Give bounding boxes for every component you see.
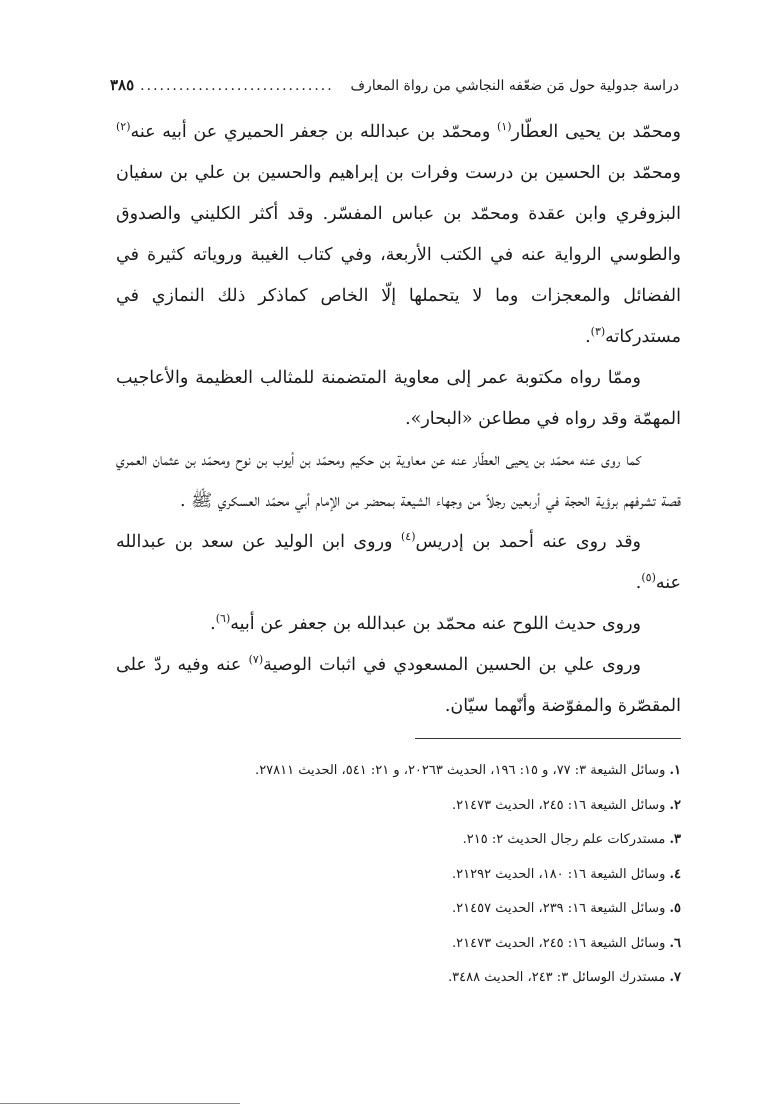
text-run: وروى علي بن الحسين المسعودي في اثبات الوصية: [263, 655, 641, 675]
footnotes: [116, 754, 681, 996]
footnote-number: ٥.: [669, 901, 681, 916]
footnote-text: مستدرك الوسائل ٣: ٢٤٣، الحديث ٣٤٨٨.: [448, 970, 670, 985]
paragraph-2: وممّا رواه مكتوبة عمر إلى معاوية المتضمنة للمثالب العظيمة والأعاجيب المهمّة وقد رواه في مطاعن «البحار».: [116, 368, 681, 429]
footnote-ref-1: (١): [497, 120, 512, 134]
footnote-text: وسائل الشيعة ١٦: ٢٤٥، الحديث ٢١٤٧٣.: [452, 935, 670, 951]
footnote-separator: [415, 738, 681, 739]
footnote-text: وسائل الشيعة ١٦: ١٨٠، الحديث ٢١٢٩٢.: [452, 866, 670, 882]
header-leader-dots: ..............................: [140, 78, 334, 94]
footnote-text: مستدركات علم رجال الحديث ٢: ٢١٥.: [462, 832, 670, 847]
footnote-text: وسائل الشيعة ١٦: ٢٣٩، الحديث ٢١٤٥٧.: [452, 901, 670, 916]
footnote-ref-4: (٤): [400, 530, 416, 544]
text-run: وروى حديث اللوح عنه محمّد بن عبدالله بن جعفر عن أبيه: [230, 614, 641, 634]
paragraph-5: [116, 604, 681, 645]
footnote-3: [116, 823, 681, 858]
page-bottom-edge: [0, 1103, 240, 1104]
footnote-text: وسائل الشيعة ١٦: ٢٤٥، الحديث ٢١٤٧٣.: [452, 797, 670, 813]
footnote-ref-2: (٢): [116, 120, 131, 134]
main-text: [116, 112, 681, 727]
footnote-6: [116, 927, 681, 962]
text-run: عنه وفيه ردّ على المقصّرة والمفوّضة وأنّهما سيّان.: [116, 655, 681, 716]
text-run: وقد روى عنه أحمد بن إدريس: [415, 532, 642, 552]
footnote-number: ٦.: [669, 935, 681, 951]
footnote-number: ١.: [669, 763, 681, 778]
text-run: ومحمّد بن الحسين بن درست وفرات بن إبراهيم والحسين بن علي بن سفيان البزوفري وابن عقدة ومحمّد بن عباس المفسّر. وقد أكثر الكليني والصدوق والطوسي الرواية عنه في الكتب الأربعة، وفي كتاب الغيبة وروياته كثيرة في الفضائل والمعجزات وما لا يتحملها إلّا الخاص كماذكر ذلك النمازي في مستدركاته: [116, 163, 681, 347]
footnote-5: [116, 892, 681, 927]
footnote-number: ٣.: [669, 832, 681, 847]
text-run: ومحمّد بن يحيى العطّار: [511, 122, 681, 142]
paragraph-6: [116, 645, 681, 727]
text-run: وروى ابن الوليد عن سعد بن عبدالله عنه: [116, 532, 681, 593]
footnote-number: ٤.: [669, 866, 681, 882]
footnote-number: ٧.: [669, 970, 681, 985]
text-run: .: [585, 327, 591, 347]
text-run: .: [210, 614, 216, 634]
footnote-ref-6: (٦): [215, 612, 231, 626]
footnote-2: [116, 789, 681, 824]
header-title: دراسة جدولية حول مَن ضعّفه النجاشي من رواة المعارف: [350, 78, 679, 94]
footnote-7: [116, 961, 681, 996]
paragraph-1: [116, 112, 681, 358]
running-header: [110, 76, 679, 102]
text-run: ومحمّد بن عبدالله بن جعفر الحميري عن أبيه عنه: [130, 122, 497, 142]
paragraph-3: كما روى عنه محمّد بن يحيى العطّار عنه عن معاوية بن حكيم ومحمّد بن أيوب بن نوح ومحمّد بن عثمان العمري قصة تشرفهم برؤية الحجة في أربعين رجلاً من وجهاء الشيعة بمحضر من الإمام أبي محمّد العسكري ﷺ .: [116, 450, 681, 511]
footnote-number: ٢.: [669, 797, 681, 813]
footnote-text: وسائل الشيعة ٣: ٧٧، و ١٥: ١٩٦، الحديث ٢٠٢٦٣، و ٢١: ٥٤١، الحديث ٢٧٨١١.: [255, 763, 670, 778]
text-run: .: [635, 573, 642, 593]
footnote-4: [116, 858, 681, 893]
footnote-ref-7: (٧): [248, 653, 264, 667]
paragraph-4: [116, 522, 681, 604]
footnote-1: [116, 754, 681, 789]
page-number: ٣٨٥: [110, 76, 135, 94]
footnote-ref-3: (٣): [590, 325, 606, 339]
footnote-ref-5: (٥): [641, 571, 656, 585]
